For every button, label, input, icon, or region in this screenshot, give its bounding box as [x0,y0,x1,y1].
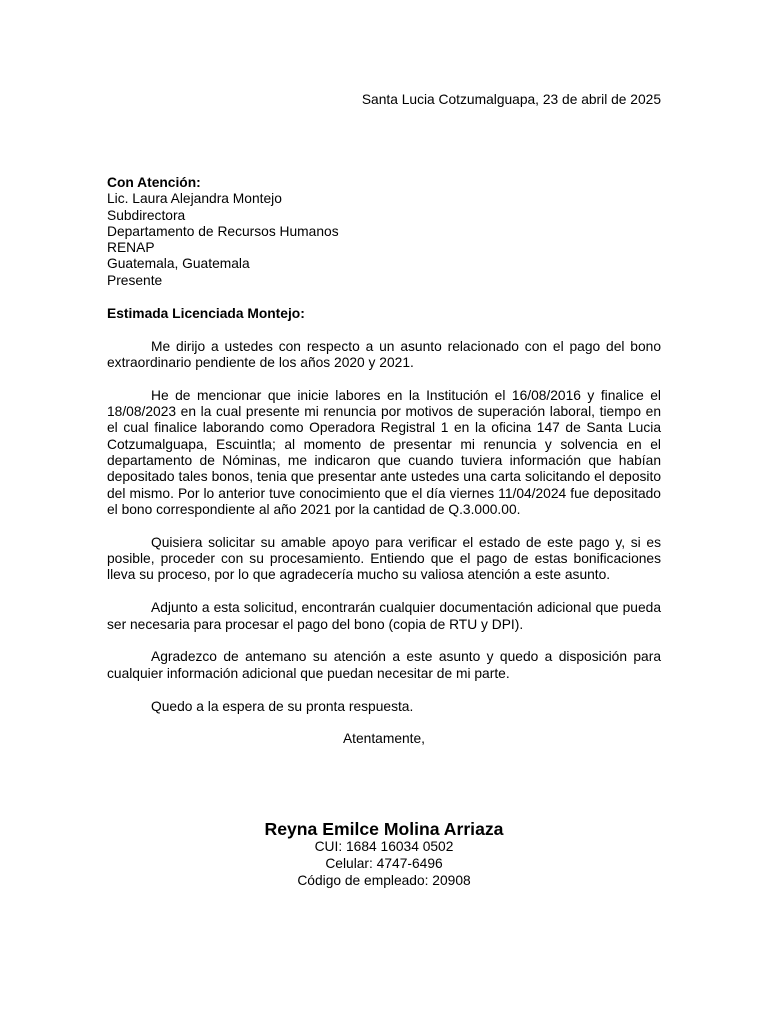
paragraph-background: He de mencionar que inicie labores en la Institución el 16/08/2016 y finalice el 18/08/2023 en la cual presente mi renuncia por motivos de superación laboral, tiempo en el cual finalice laborando como Operadora Registral 1 en la oficina 147 de Santa Lucia Cotzumalguapa, Escuintla; al momento de presentar mi renuncia y solvencia en el departamento de Nóminas, me indicaron que cuando tuviera información que habían depositado tales bonos, tenia que presentar ante ustedes una carta solicitando el deposito del mismo. Por lo anterior tuve conocimiento que el día viernes 11/04/2024 fue depositado el bono correspondiente al año 2021 por la cantidad de Q.3.000.00. [107,387,661,517]
salutation: Estimada Licenciada Montejo: [107,305,305,321]
signature-block [107,820,661,889]
attention-label: Con Atención: [107,175,201,190]
paragraph-thanks: Agradezco de antemano su atención a este asunto y quedo a disposición para cualquier información adicional que puedan necesitar de mi parte. [107,649,661,681]
paragraph-attachments: Adjunto a esta solicitud, encontrarán cualquier documentación adicional que pueda ser necesaria para procesar el pago del bono (copia de RTU y DPI). [107,600,661,632]
employee-code: Código de empleado: 20908 [297,873,471,888]
recipient-block [107,175,661,289]
place-and-date: Santa Lucia Cotzumalguapa, 23 de abril de 2025 [361,92,661,107]
letter-body [107,175,661,748]
recipient-department: Departamento de Recursos Humanos [107,223,339,239]
recipient-title: Subdirectora [107,207,186,223]
phone-number: Celular: 4747-6496 [325,856,443,871]
cui-number: CUI: 1684 16034 0502 [314,839,454,854]
paragraph-awaiting: Quedo a la espera de su pronta respuesta. [151,698,414,714]
recipient-name: Lic. Laura Alejandra Montejo [107,191,282,207]
paragraph-intro: Me dirijo a ustedes con respecto a un asunto relacionado con el pago del bono extraordinario pendiente de los años 2020 y 2021. [107,338,661,370]
recipient-presente: Presente [107,272,163,288]
paragraph-request: Quisiera solicitar su amable apoyo para verificar el estado de este pago y, si es posible, proceder con su procesamiento. Entiendo que el pago de estas bonificaciones lleva su proceso, por lo que agradecería mucho su valiosa atención a este asunto. [107,534,661,583]
closing: Atentamente, [342,731,426,747]
recipient-institution: RENAP [107,240,155,256]
recipient-city: Guatemala, Guatemala [107,256,250,272]
signer-name: Reyna Emilce Molina Arriaza [264,819,504,839]
